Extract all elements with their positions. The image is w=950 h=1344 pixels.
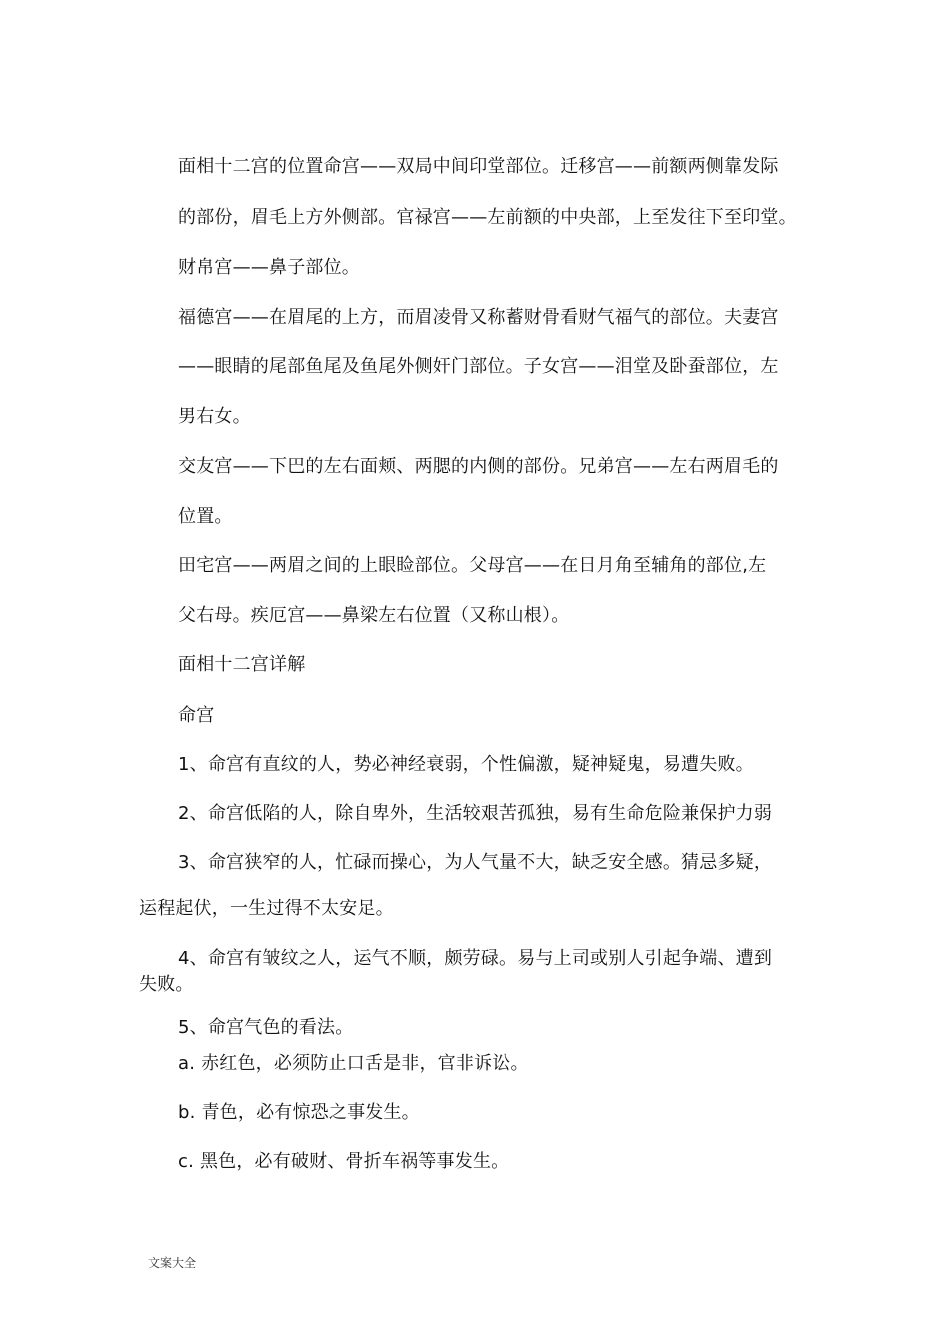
section-heading: 面相十二宫详解: [178, 654, 306, 675]
text-line: 财帛宫——鼻子部位。: [178, 257, 360, 278]
text-line: 男右女。: [178, 406, 251, 427]
text-line: ——眼睛的尾部鱼尾及鱼尾外侧奸门部位。子女宫——泪堂及卧蚕部位，左: [178, 356, 779, 377]
list-item: 3、命宫狭窄的人，忙碌而操心，为人气量不大，缺乏安全感。猜忌多疑，: [178, 852, 773, 873]
list-item: 2、命宫低陷的人，除自卑外，生活较艰苦孤独，易有生命危险兼保护力弱: [178, 803, 773, 824]
text-line: 的部份，眉毛上方外侧部。官禄宫——左前额的中央部，上至发往下至印堂。: [178, 207, 797, 228]
footer-text: 文案大全: [148, 1256, 197, 1270]
sub-list-item: a. 赤红色，必须防止口舌是非，官非诉讼。: [178, 1053, 529, 1074]
list-item-continuation: 失败。: [139, 974, 194, 995]
text-line: 面相十二宫的位置命宫——双局中间印堂部位。迁移宫——前额两侧靠发际: [178, 156, 779, 177]
subsection-heading: 命宫: [178, 705, 215, 726]
text-line: 田宅宫——两眉之间的上眼睑部位。父母宫——在日月角至辅角的部位,左: [178, 555, 767, 576]
list-item: 1、命宫有直纹的人，势必神经衰弱，个性偏激，疑神疑鬼，易遭失败。: [178, 754, 754, 775]
sub-list-item: c. 黑色，必有破财、骨折车祸等事发生。: [178, 1151, 510, 1172]
text-line: 父右母。疾厄宫——鼻梁左右位置（又称山根）。: [178, 605, 570, 626]
text-line: 福德宫——在眉尾的上方，而眉凌骨又称蓄财骨看财气福气的部位。夫妻宫: [178, 307, 779, 328]
list-item: 4、命宫有皱纹之人，运气不顺，颇劳碌。易与上司或别人引起争端、遭到: [178, 948, 773, 969]
list-item: 5、命宫气色的看法。: [178, 1017, 354, 1038]
text-line: 位置。: [178, 506, 233, 527]
list-item-continuation: 运程起伏，一生过得不太安足。: [139, 898, 394, 919]
text-line: 交友宫——下巴的左右面颊、两腮的内侧的部份。兄弟宫——左右两眉毛的: [178, 456, 779, 477]
sub-list-item: b. 青色，必有惊恐之事发生。: [178, 1102, 420, 1123]
